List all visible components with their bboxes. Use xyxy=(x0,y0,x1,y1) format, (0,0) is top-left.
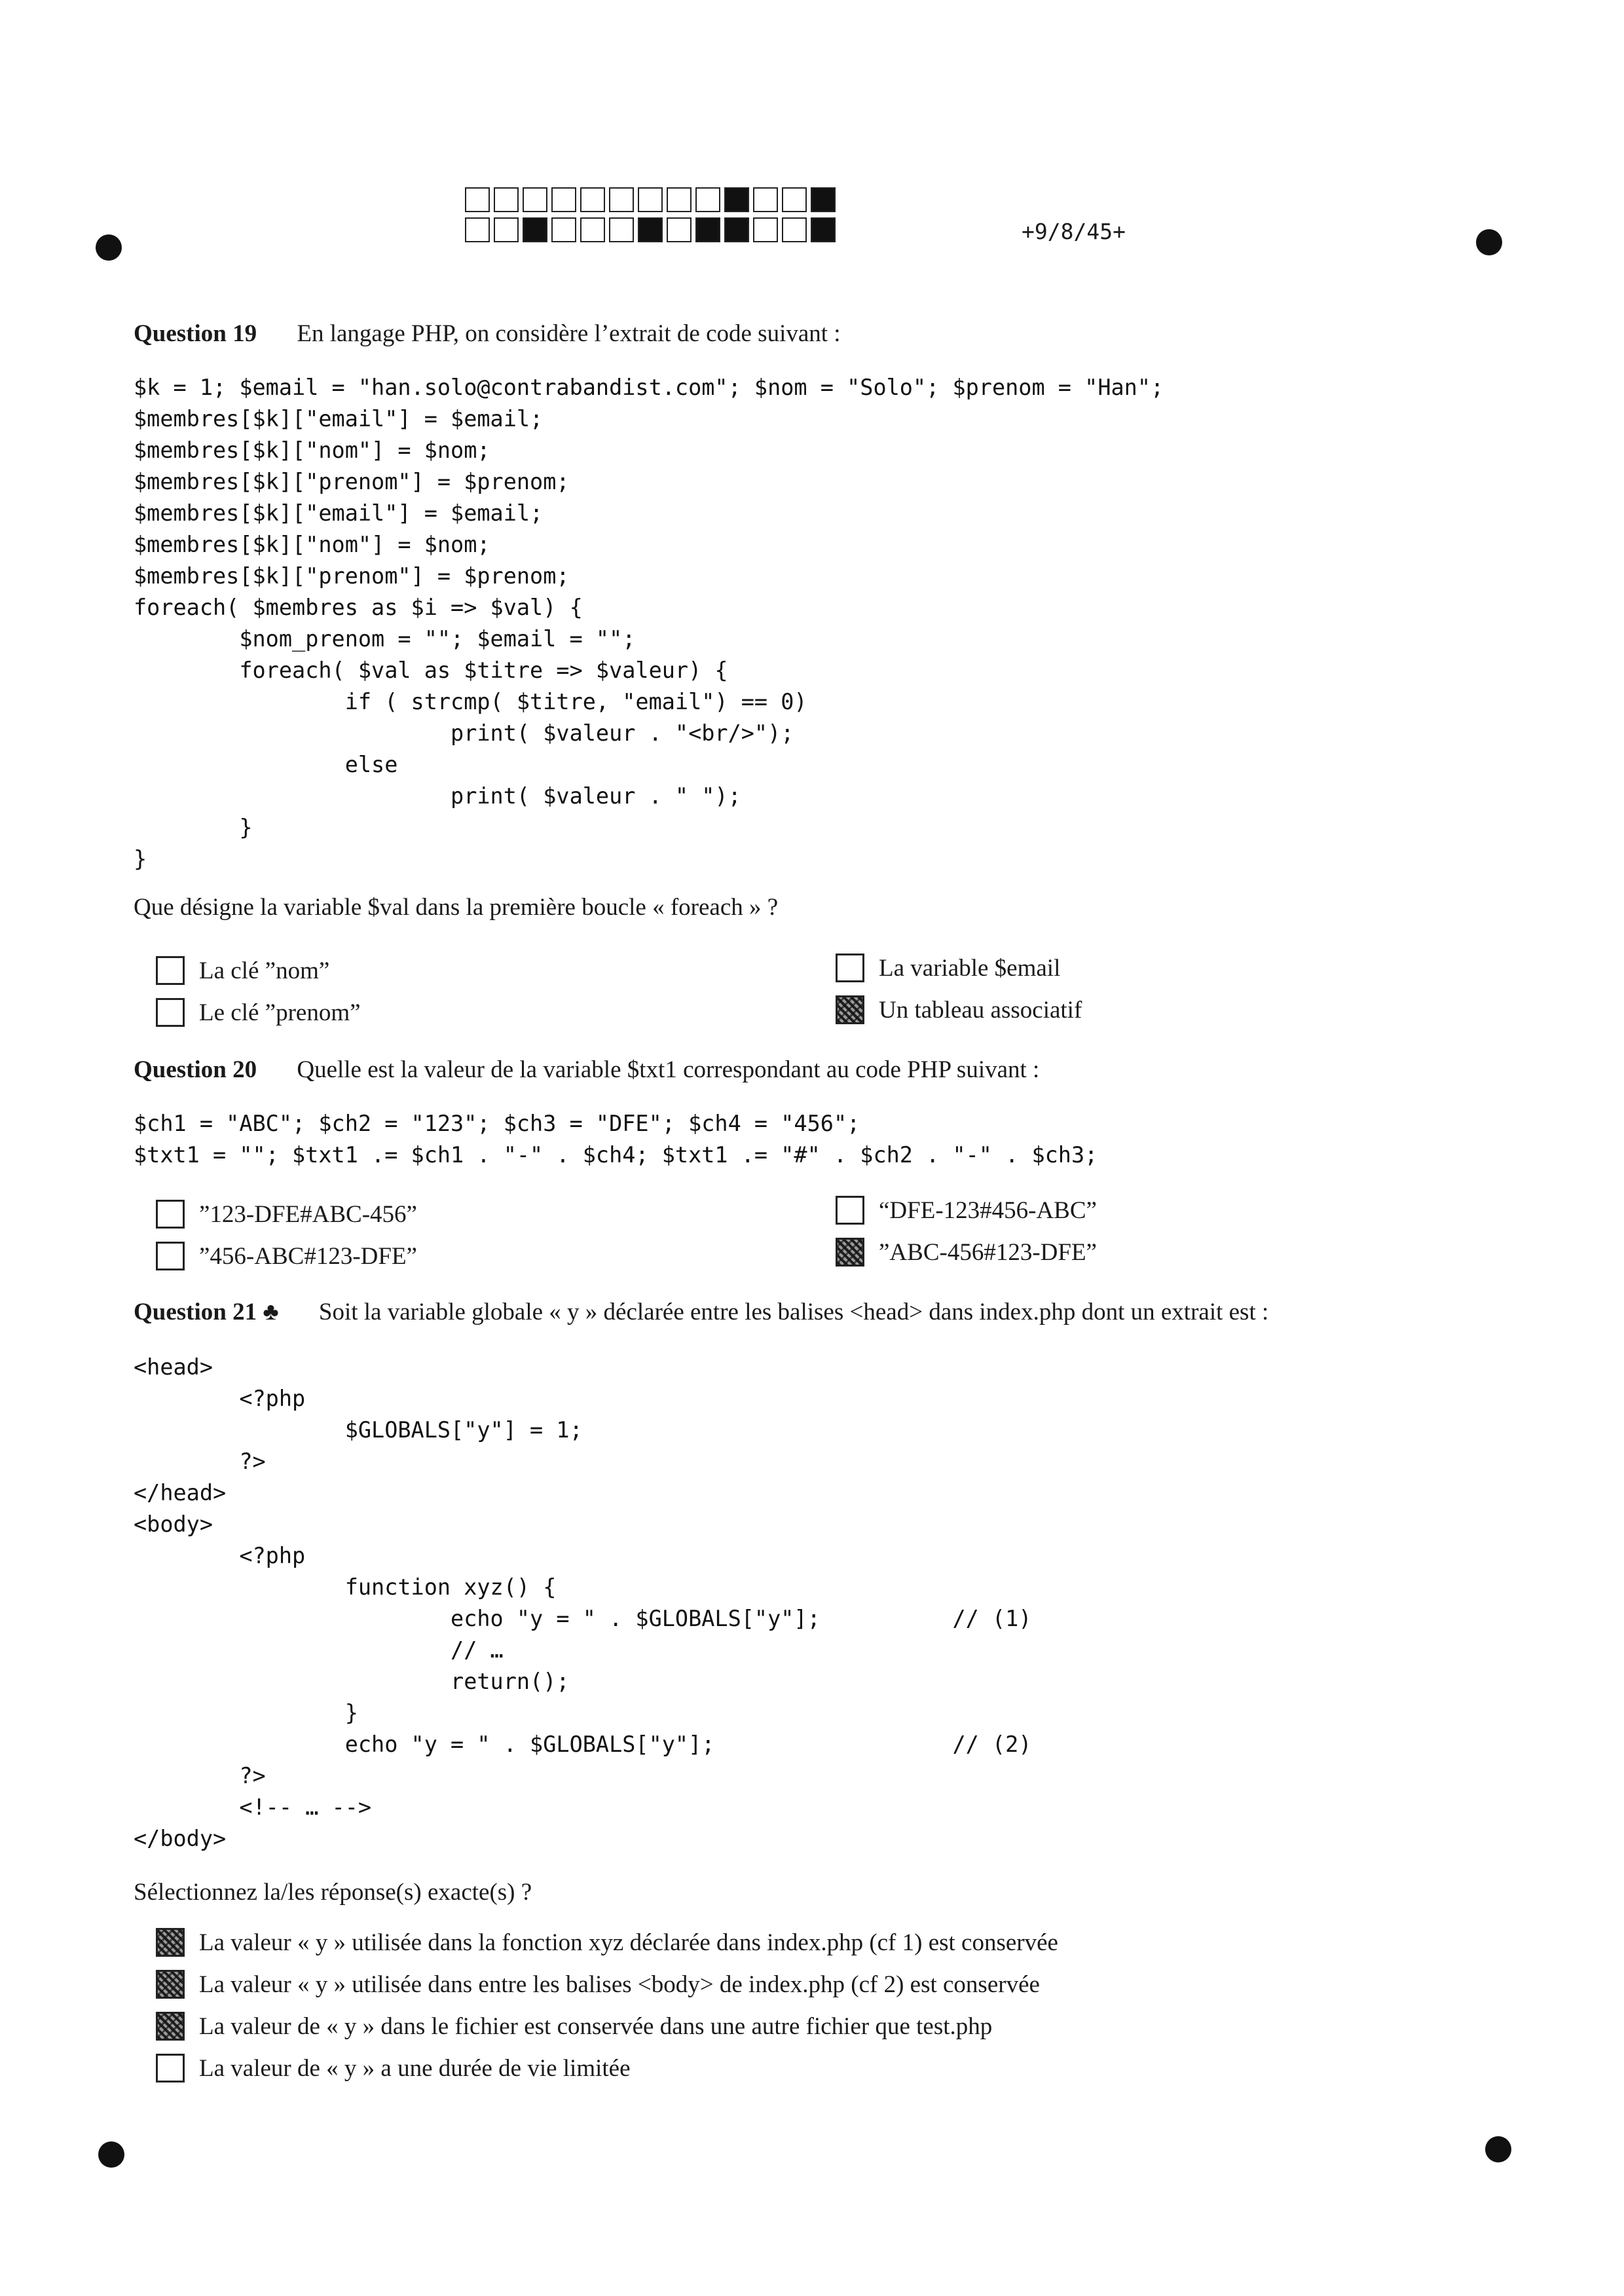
q20-option-4[interactable] xyxy=(836,1238,1097,1267)
q19-option-3-label: La variable $email xyxy=(879,954,1061,982)
q21-option-1-label: La valeur « y » utilisée dans la fonction xyz déclarée dans index.php (cf 1) est conservée xyxy=(199,1929,1058,1956)
q21-option-2-checkbox[interactable] xyxy=(156,1970,185,1999)
barcode-row-1 xyxy=(465,187,840,212)
barcode-cell xyxy=(782,217,807,242)
q20-option-2-checkbox[interactable] xyxy=(156,1242,185,1270)
q19-option-4[interactable] xyxy=(836,995,1082,1024)
registration-dot-bottom-right xyxy=(1485,2136,1511,2162)
question-20-text: Quelle est la valeur de la variable $txt1 correspondant au code PHP suivant : xyxy=(297,1056,1040,1083)
q21-option-3-label: La valeur de « y » dans le fichier est conservée dans une autre fichier que test.php xyxy=(199,2012,993,2040)
q21-option-1-checkbox[interactable] xyxy=(156,1928,185,1957)
q19-option-2[interactable] xyxy=(156,998,361,1027)
q21-option-2-label: La valeur « y » utilisée dans entre les balises <body> de index.php (cf 2) est conservée xyxy=(199,1971,1040,1998)
q20-option-1-label: ”123-DFE#ABC-456” xyxy=(199,1200,417,1228)
barcode-cell xyxy=(523,217,547,242)
q21-option-4[interactable] xyxy=(156,2054,631,2083)
q19-option-4-label: Un tableau associatif xyxy=(879,996,1082,1024)
question-21-text: Soit la variable globale « y » déclarée entre les balises <head> dans index.php dont un extrait est : xyxy=(318,1299,1269,1325)
barcode-cell xyxy=(580,217,605,242)
barcode-row-2 xyxy=(465,217,840,242)
barcode-cell xyxy=(609,187,634,212)
q19-option-1-label: La clé ”nom” xyxy=(199,957,330,984)
q21-option-1[interactable] xyxy=(156,1928,1058,1957)
barcode-cell xyxy=(753,187,778,212)
q21-option-3-checkbox[interactable] xyxy=(156,2012,185,2041)
barcode-cell xyxy=(753,217,778,242)
q20-option-4-checkbox[interactable] xyxy=(836,1238,864,1267)
barcode-cell xyxy=(465,217,490,242)
q21-option-3[interactable] xyxy=(156,2012,992,2041)
question-20-code: $ch1 = "ABC"; $ch2 = "123"; $ch3 = "DFE"; $ch4 = "456"; $txt1 = ""; $txt1 .= $ch1 . "-" . $ch4; $txt1 .= "#" . $ch2 . "-" . $ch3; xyxy=(134,1111,1098,1168)
barcode-cell xyxy=(811,187,836,212)
q19-option-1[interactable] xyxy=(156,956,329,985)
question-19-label: Question 19 xyxy=(134,320,257,347)
q20-option-3[interactable] xyxy=(836,1196,1097,1225)
question-21-code: <head> <?php $GLOBALS["y"] = 1; ?> </head> <body> <?php function xyz() { echo "y = " . $GLOBALS["y"]; // (1) // … return(); } echo "y = " . $GLOBALS["y"]; // (2) ?> <!-- … --> </body> xyxy=(134,1354,1032,1851)
question-20-label: Question 20 xyxy=(134,1056,257,1083)
barcode-cell xyxy=(523,187,547,212)
barcode-cell xyxy=(695,187,720,212)
barcode-cell xyxy=(551,217,576,242)
q19-option-3-checkbox[interactable] xyxy=(836,954,864,982)
page-id: +9/8/45+ xyxy=(1022,219,1126,244)
barcode-cell xyxy=(638,217,663,242)
q19-option-3[interactable] xyxy=(836,954,1060,982)
registration-dot-bottom-left xyxy=(98,2141,124,2168)
barcode-cell xyxy=(465,187,490,212)
question-19-header xyxy=(134,320,841,348)
barcode-cell xyxy=(667,187,692,212)
question-19-prompt: Que désigne la variable $val dans la première boucle « foreach » ? xyxy=(134,894,779,921)
barcode-cell xyxy=(811,217,836,242)
question-20-header xyxy=(134,1056,1039,1084)
q20-option-3-label: “DFE-123#456-ABC” xyxy=(879,1196,1097,1224)
q19-option-2-label: Le clé ”prenom” xyxy=(199,999,361,1026)
q21-option-2[interactable] xyxy=(156,1970,1040,1999)
q20-option-1-checkbox[interactable] xyxy=(156,1200,185,1229)
barcode-cell xyxy=(494,217,519,242)
barcode-cell xyxy=(494,187,519,212)
question-21-label: Question 21 ♣ xyxy=(134,1299,279,1325)
barcode-cell xyxy=(609,217,634,242)
q19-option-2-checkbox[interactable] xyxy=(156,998,185,1027)
q19-option-4-checkbox[interactable] xyxy=(836,995,864,1024)
barcode-cell xyxy=(580,187,605,212)
q21-option-4-label: La valeur de « y » a une durée de vie limitée xyxy=(199,2054,631,2082)
barcode-cell xyxy=(551,187,576,212)
barcode-cell xyxy=(782,187,807,212)
question-19-text: En langage PHP, on considère l’extrait de code suivant : xyxy=(297,320,841,347)
barcode-cell xyxy=(695,217,720,242)
question-19-code: $k = 1; $email = "han.solo@contrabandist.com"; $nom = "Solo"; $prenom = "Han"; $membres[$k]["email"] = $email; $membres[$k]["nom"] = $nom; $membres[$k]["prenom"] = $prenom; $membres[$k]["email"] = $email; $membres[$k]["nom"] = $nom; $membres[$k]["prenom"] = $prenom; foreach( $membres as $i => $val) { $nom_prenom = ""; $email = ""; foreach( $val as $titre => $valeur) { if ( strcmp( $titre, "email") == 0) print( $valeur . "<br/>"); else print( $valeur . " "); } } xyxy=(134,375,1164,872)
barcode-cell xyxy=(638,187,663,212)
registration-dot-top-right xyxy=(1476,229,1502,255)
question-21-prompt: Sélectionnez la/les réponse(s) exacte(s) ? xyxy=(134,1879,532,1906)
q19-option-1-checkbox[interactable] xyxy=(156,956,185,985)
barcode-cell xyxy=(667,217,692,242)
q20-option-2-label: ”456-ABC#123-DFE” xyxy=(199,1242,417,1270)
barcode-cell xyxy=(724,187,749,212)
q20-option-3-checkbox[interactable] xyxy=(836,1196,864,1225)
registration-dot-top-left xyxy=(96,234,122,261)
question-21-header xyxy=(134,1298,1268,1326)
q21-option-4-checkbox[interactable] xyxy=(156,2054,185,2083)
q20-option-1[interactable] xyxy=(156,1200,417,1229)
q20-option-2[interactable] xyxy=(156,1242,417,1270)
barcode-cell xyxy=(724,217,749,242)
q20-option-4-label: ”ABC-456#123-DFE” xyxy=(879,1238,1097,1266)
